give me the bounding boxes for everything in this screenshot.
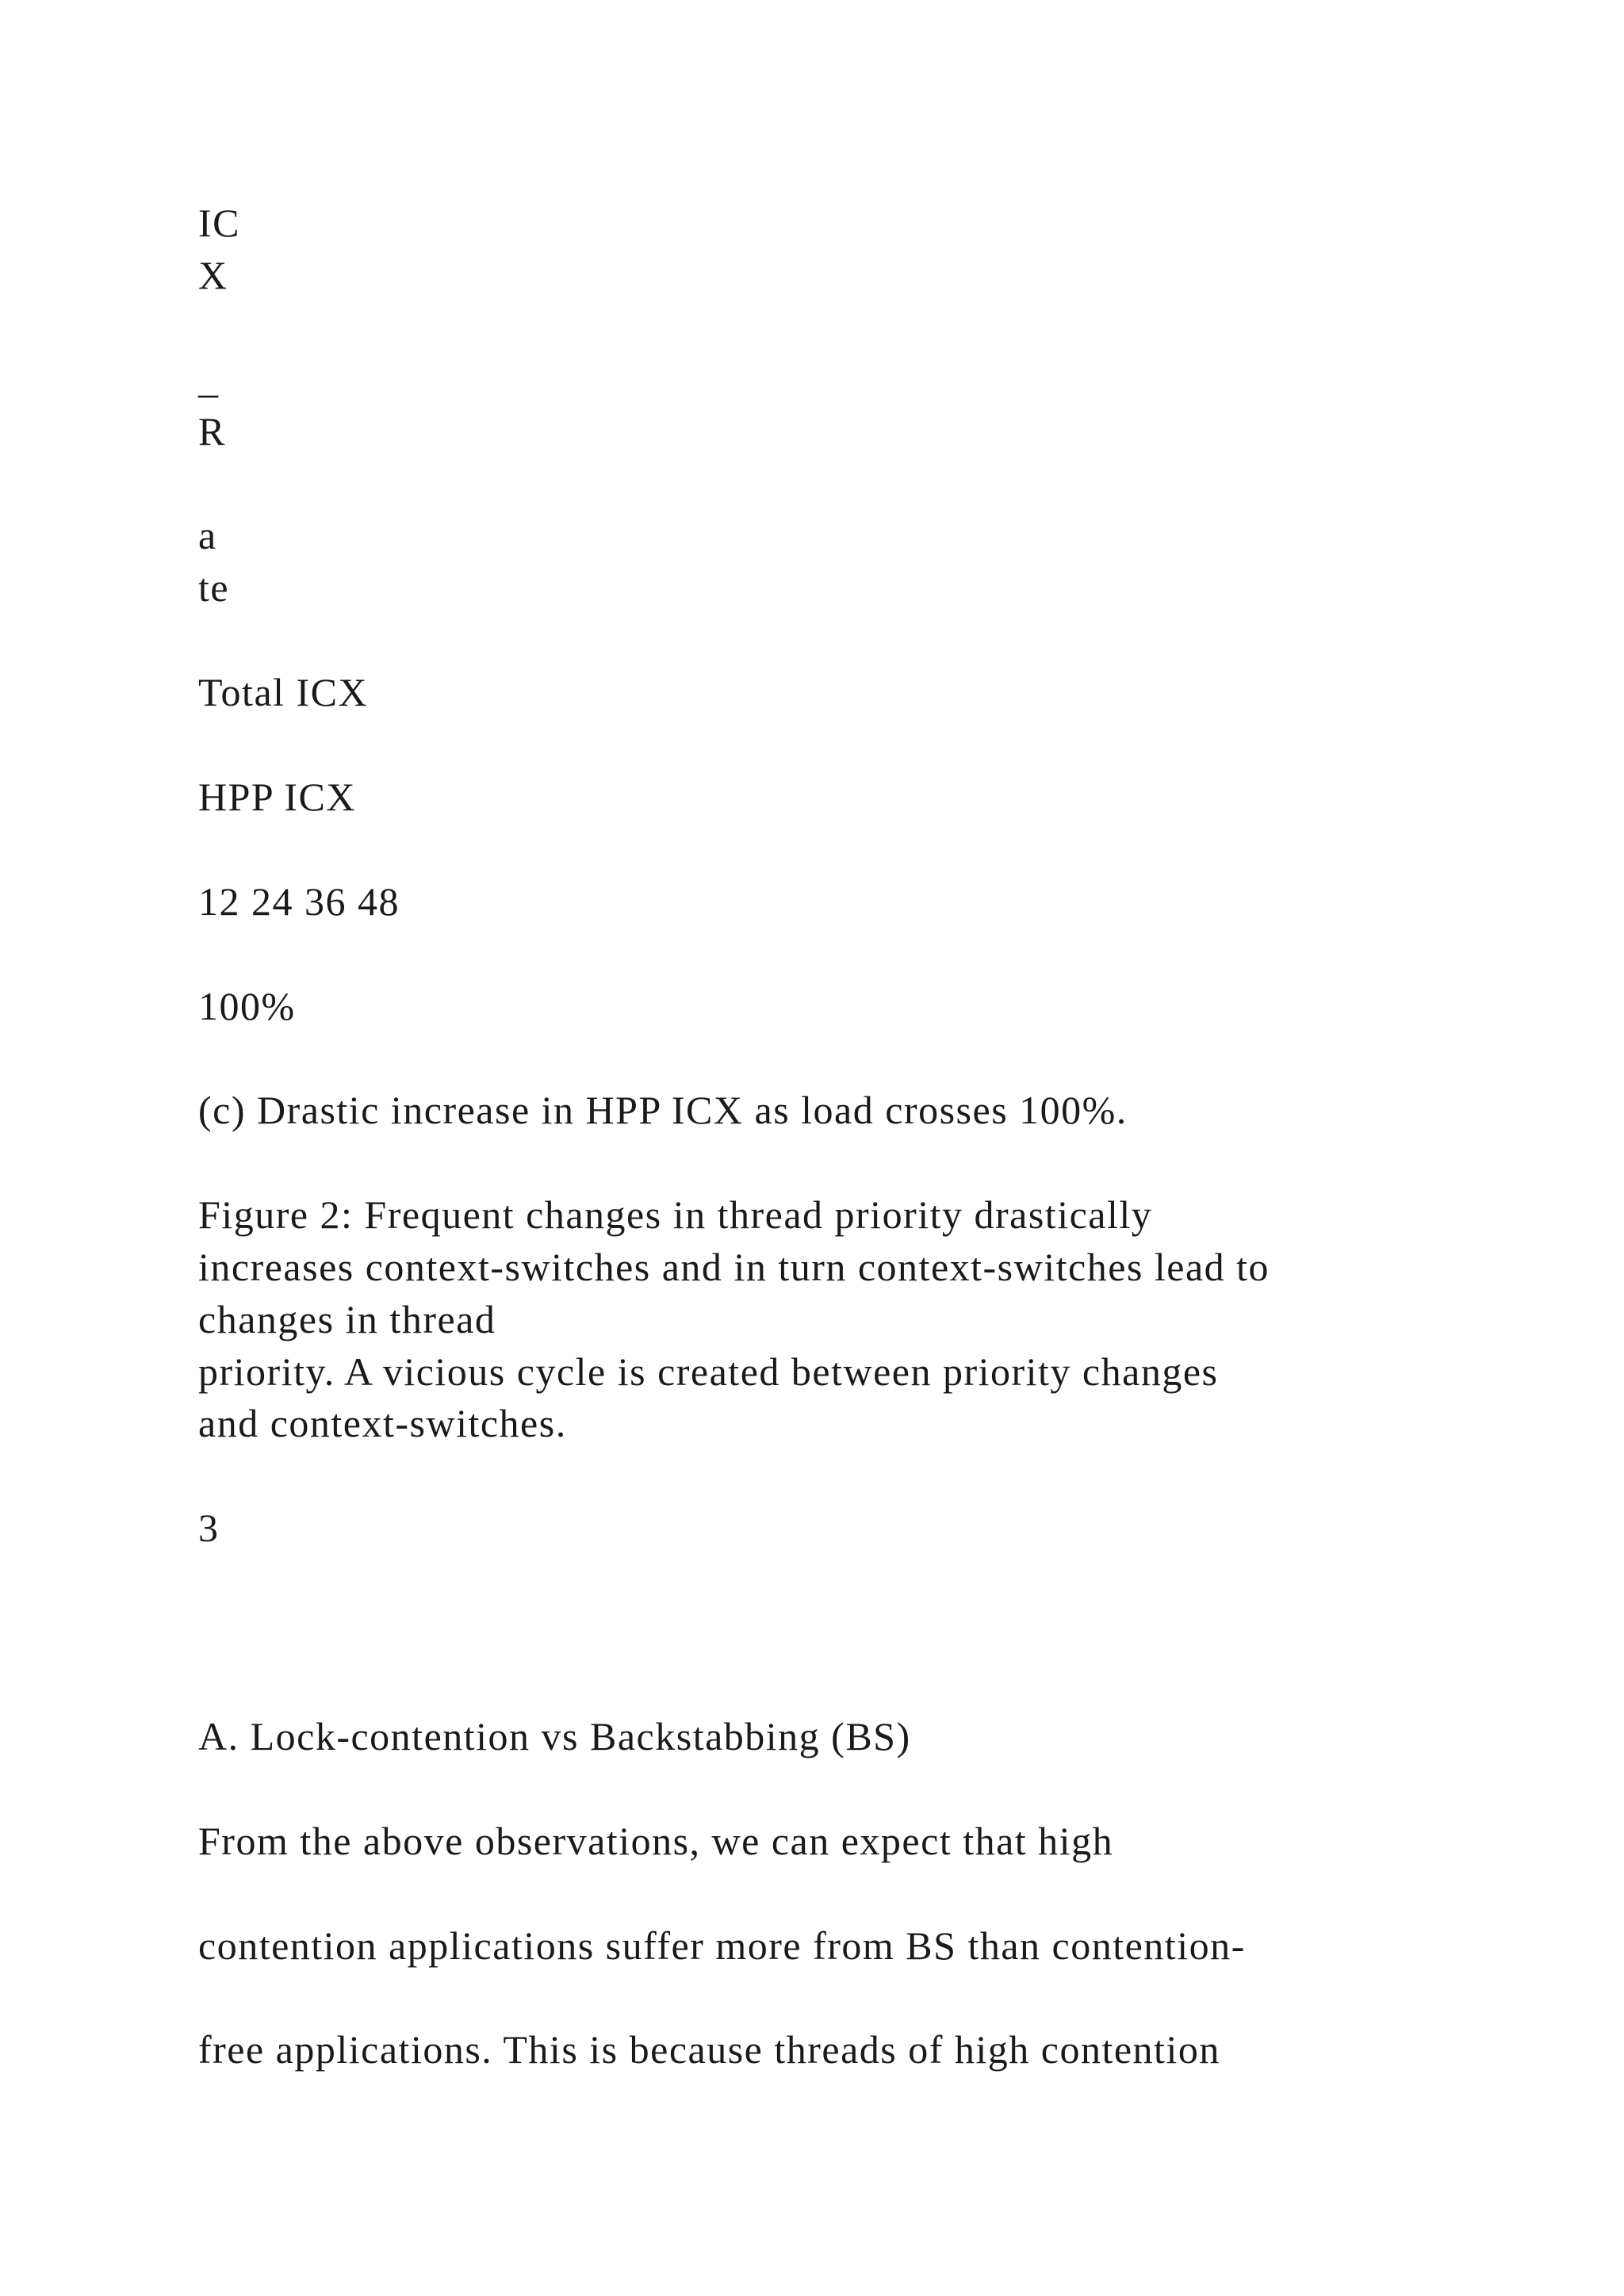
body-text-line: free applications. This is because threads of high contention bbox=[198, 2027, 1220, 2072]
axis-label-fragment: te bbox=[198, 565, 230, 610]
figure-caption-line: priority. A vicious cycle is created between priority changes bbox=[198, 1349, 1219, 1394]
figure-caption-line: Figure 2: Frequent changes in thread priority drastically bbox=[198, 1192, 1153, 1237]
legend-entry-hpp-icx: HPP ICX bbox=[198, 775, 356, 819]
load-marker-label: 100% bbox=[198, 984, 296, 1028]
body-text-line: contention applications suffer more from BS than contention- bbox=[198, 1923, 1246, 1968]
x-tick-labels: 12 24 36 48 bbox=[198, 879, 400, 924]
section-heading: A. Lock-contention vs Backstabbing (BS) bbox=[198, 1714, 911, 1758]
axis-label-fragment: R bbox=[198, 409, 226, 453]
subfigure-caption: (c) Drastic increase in HPP ICX as load crosses 100%. bbox=[198, 1088, 1128, 1132]
legend-entry-total-icx: Total ICX bbox=[198, 670, 369, 714]
page-number: 3 bbox=[198, 1506, 220, 1550]
figure-caption-line: changes in thread bbox=[198, 1297, 496, 1341]
figure-caption-line: increases context-switches and in turn context-switches lead to bbox=[198, 1245, 1270, 1289]
body-text-line: From the above observations, we can expect that high bbox=[198, 1819, 1114, 1863]
axis-label-fragment: IC bbox=[198, 201, 240, 245]
axis-label-fragment: a bbox=[198, 513, 217, 557]
axis-label-fragment: _ bbox=[198, 357, 220, 401]
axis-label-fragment: X bbox=[198, 253, 228, 297]
figure-caption-line: and context-switches. bbox=[198, 1401, 567, 1445]
